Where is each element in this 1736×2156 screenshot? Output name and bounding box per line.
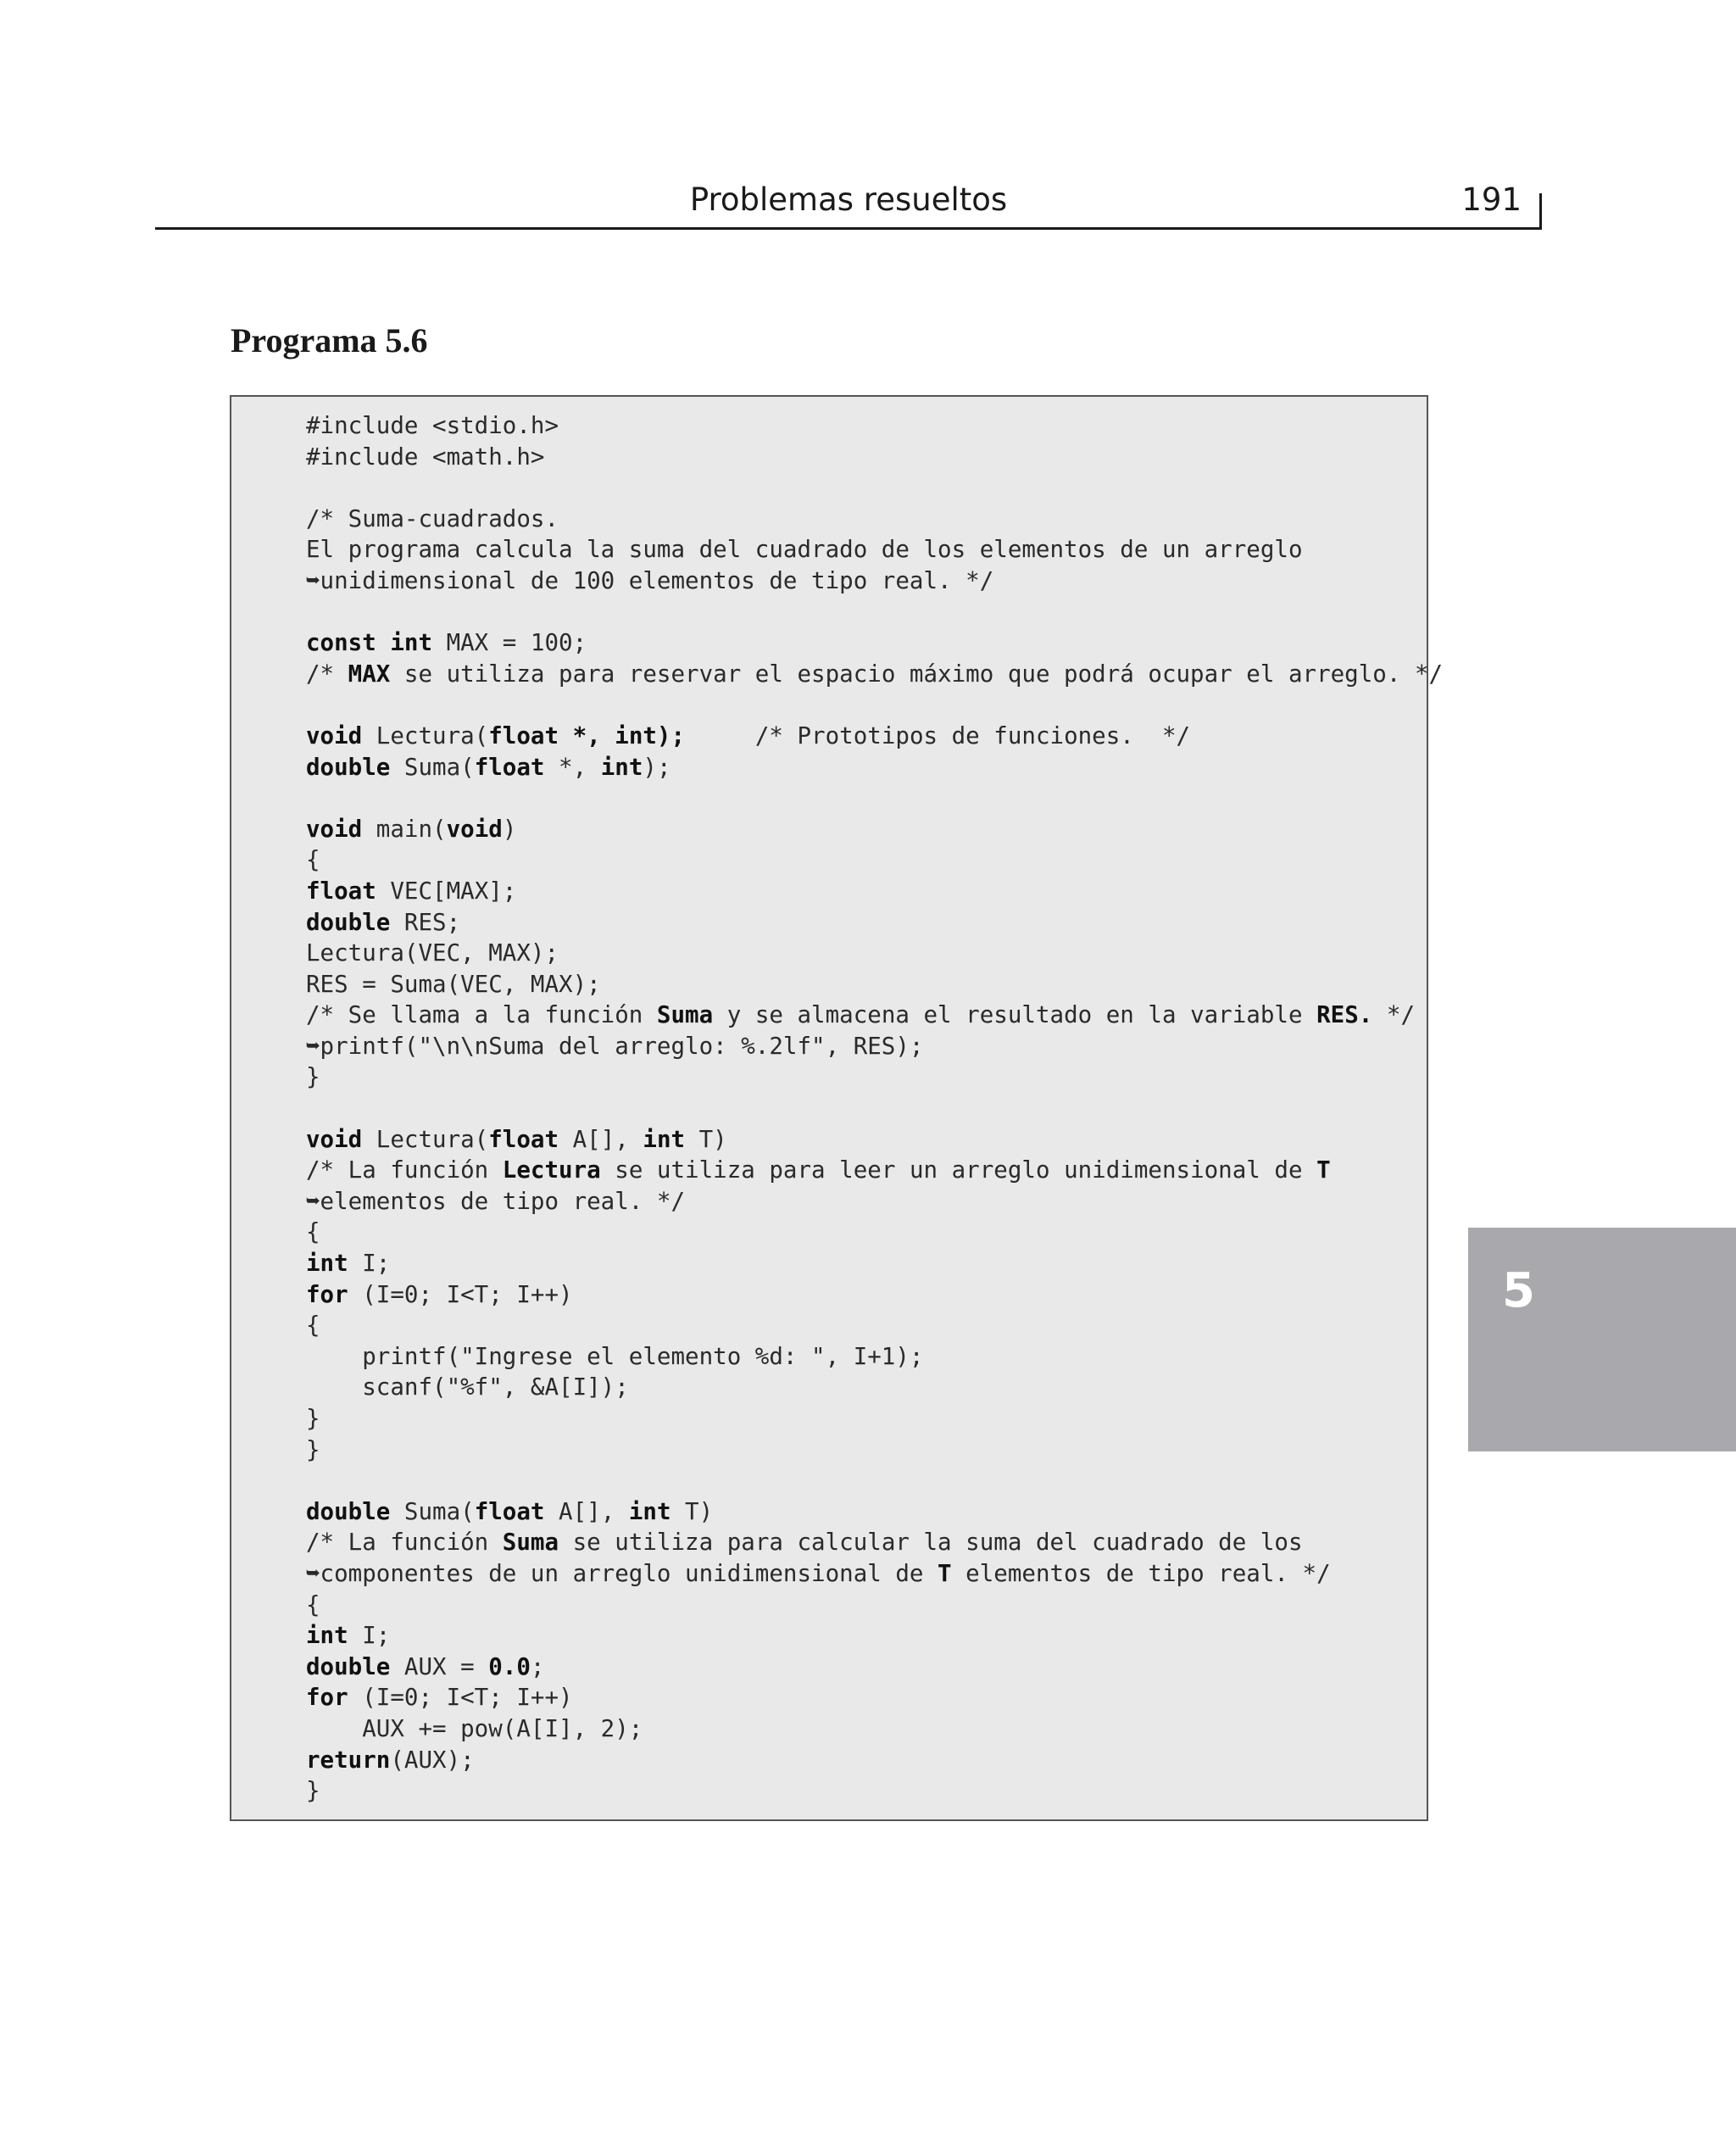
code-line <box>306 1713 1443 1745</box>
code-keyword: Lectura <box>502 1156 601 1184</box>
code-line <box>306 627 1443 659</box>
code-line <box>306 1775 1443 1807</box>
code-line <box>306 659 1443 690</box>
code-line <box>306 1093 1443 1124</box>
code-text: (I=0; I<T; I++) <box>348 1684 573 1712</box>
code-keyword: float <box>474 1497 545 1525</box>
code-text: T) <box>670 1497 714 1525</box>
code-line <box>306 721 1443 752</box>
code-text: /* La función <box>306 1529 503 1557</box>
code-line <box>306 1124 1443 1156</box>
code-keyword: int <box>600 753 643 781</box>
code-keyword: double <box>306 1497 391 1525</box>
code-text: #include <math.h> <box>306 443 545 471</box>
code-keyword: float *, int); <box>488 721 686 749</box>
code-text: } <box>306 1435 320 1463</box>
code-text: ; <box>530 1652 545 1680</box>
code-text: { <box>306 1312 320 1340</box>
code-line <box>306 1279 1443 1311</box>
code-line <box>306 876 1443 907</box>
running-header-title: Problemas resueltos <box>689 181 1008 218</box>
code-keyword: T <box>938 1559 952 1587</box>
code-text: } <box>306 1063 320 1091</box>
code-line <box>306 969 1443 1000</box>
code-line <box>306 1435 1443 1466</box>
code-text: main( <box>362 815 447 843</box>
code-text: *, <box>544 753 601 781</box>
code-line <box>306 504 1443 535</box>
code-keyword: void <box>306 1125 363 1153</box>
chapter-thumb-tab <box>1468 1228 1736 1451</box>
code-line <box>306 814 1443 845</box>
code-line <box>306 1527 1443 1558</box>
code-text: ➥unidimensional de 100 elementos de tipo real. */ <box>306 566 994 594</box>
code-text: #include <stdio.h> <box>306 412 559 439</box>
code-line <box>306 689 1443 721</box>
code-keyword: double <box>306 908 391 936</box>
code-text: El programa calcula la suma del cuadrado de los elementos de un arreglo <box>306 536 1303 564</box>
code-text: A[], <box>544 1497 629 1525</box>
code-text: AUX = <box>390 1652 489 1680</box>
code-line <box>306 1652 1443 1683</box>
code-text: ); <box>643 753 671 781</box>
code-line <box>306 1590 1443 1621</box>
code-text: RES; <box>390 908 461 936</box>
code-keyword: float <box>488 1125 559 1153</box>
code-text: Lectura( <box>362 721 489 749</box>
code-text: { <box>306 1591 320 1618</box>
code-text: { <box>306 1218 320 1246</box>
code-text: Lectura( <box>362 1125 489 1153</box>
code-line <box>306 1403 1443 1435</box>
code-text: /* Prototipos de funciones. */ <box>685 721 1191 749</box>
code-keyword: int <box>306 1622 348 1650</box>
page-number: 191 <box>1461 181 1522 218</box>
code-text: VEC[MAX]; <box>376 877 517 905</box>
code-line <box>306 597 1443 628</box>
code-keyword: double <box>306 1652 391 1680</box>
code-keyword: int <box>628 1497 671 1525</box>
code-keyword: return <box>306 1746 391 1774</box>
code-keyword: double <box>306 753 391 781</box>
code-keyword: float <box>474 753 545 781</box>
code-line <box>306 1558 1443 1590</box>
code-keyword: void <box>306 721 363 749</box>
code-listing-box <box>230 395 1444 1821</box>
code-line <box>306 1061 1443 1093</box>
code-keyword: void <box>306 815 363 843</box>
code-line <box>306 938 1443 969</box>
code-text: se utiliza para reservar el espacio máximo que podrá ocupar el arreglo. */ <box>390 660 1444 688</box>
code-keyword: int <box>643 1125 686 1153</box>
code-text: RES = Suma(VEC, MAX); <box>306 970 601 998</box>
code-keyword: Suma <box>502 1529 559 1557</box>
code-line <box>306 1372 1443 1403</box>
code-keyword: void <box>446 815 503 843</box>
code-text: AUX += pow(A[I], 2); <box>306 1714 643 1742</box>
code-keyword: Suma <box>656 1001 714 1029</box>
code-line <box>306 1000 1443 1031</box>
code-keyword: float <box>306 877 376 905</box>
code-line <box>306 472 1443 504</box>
code-text: /* Suma-cuadrados. <box>306 504 559 532</box>
code-line <box>306 752 1443 783</box>
code-text: se utiliza para leer un arreglo unidimensional de <box>600 1156 1317 1184</box>
code-text: I; <box>348 1622 391 1650</box>
code-text: { <box>306 846 320 874</box>
code-keyword: int <box>306 1250 348 1278</box>
code-line <box>306 1248 1443 1279</box>
header-rule-tick <box>1539 193 1542 229</box>
code-text: ➥elementos de tipo real. */ <box>306 1187 686 1215</box>
code-text: scanf("%f", &A[I]); <box>306 1373 629 1401</box>
code-text: /* La función <box>306 1156 503 1184</box>
code-keyword: const int <box>306 629 433 657</box>
code-text: Suma( <box>390 753 475 781</box>
code-text: } <box>306 1405 320 1432</box>
code-text: se utiliza para calcular la suma del cuadrado de los <box>559 1529 1303 1557</box>
code-line <box>306 783 1443 814</box>
chapter-number: 5 <box>1502 1263 1535 1318</box>
code-text: MAX = 100; <box>432 629 587 657</box>
code-line <box>306 534 1443 565</box>
program-title: Programa 5.6 <box>231 321 428 359</box>
code-line <box>306 1155 1443 1186</box>
code-line <box>306 1682 1443 1713</box>
code-listing <box>306 410 1443 1807</box>
code-line <box>306 442 1443 473</box>
code-line <box>306 1620 1443 1652</box>
code-line <box>306 907 1443 939</box>
code-keyword: RES. <box>1316 1001 1373 1029</box>
code-text: (I=0; I<T; I++) <box>348 1280 573 1308</box>
code-text: printf("Ingrese el elemento %d: ", I+1); <box>306 1342 924 1370</box>
code-text: elementos de tipo real. */ <box>951 1559 1331 1587</box>
code-keyword: MAX <box>348 660 391 688</box>
code-text: Suma( <box>390 1497 475 1525</box>
code-line <box>306 844 1443 876</box>
code-keyword: for <box>306 1684 348 1712</box>
code-text: Lectura(VEC, MAX); <box>306 939 559 967</box>
code-line <box>306 1465 1443 1496</box>
code-keyword: for <box>306 1280 348 1308</box>
code-text: */ <box>1372 1001 1415 1029</box>
code-text: ➥componentes de un arreglo unidimensional de <box>306 1559 938 1587</box>
code-text: (AUX); <box>390 1746 475 1774</box>
code-text: /* Se llama a la función <box>306 1001 657 1029</box>
code-text: y se almacena el resultado en la variable <box>713 1001 1317 1029</box>
code-line <box>306 1341 1443 1373</box>
code-line <box>306 1217 1443 1248</box>
code-line <box>306 1310 1443 1341</box>
code-line <box>306 565 1443 597</box>
code-text: T) <box>685 1125 727 1153</box>
code-line <box>306 1031 1443 1062</box>
code-keyword: 0.0 <box>488 1652 531 1680</box>
code-text: ➥printf("\n\nSuma del arreglo: %.2lf", RES); <box>306 1032 924 1060</box>
code-text: A[], <box>559 1125 643 1153</box>
code-keyword: T <box>1316 1156 1331 1184</box>
code-text: } <box>306 1777 320 1805</box>
code-text: ) <box>502 815 517 843</box>
code-text: /* <box>306 660 348 688</box>
code-text: I; <box>348 1250 391 1278</box>
code-line <box>306 1186 1443 1217</box>
code-line <box>306 1496 1443 1528</box>
code-line <box>306 1745 1443 1776</box>
running-header <box>155 176 1542 230</box>
code-line <box>306 410 1443 442</box>
